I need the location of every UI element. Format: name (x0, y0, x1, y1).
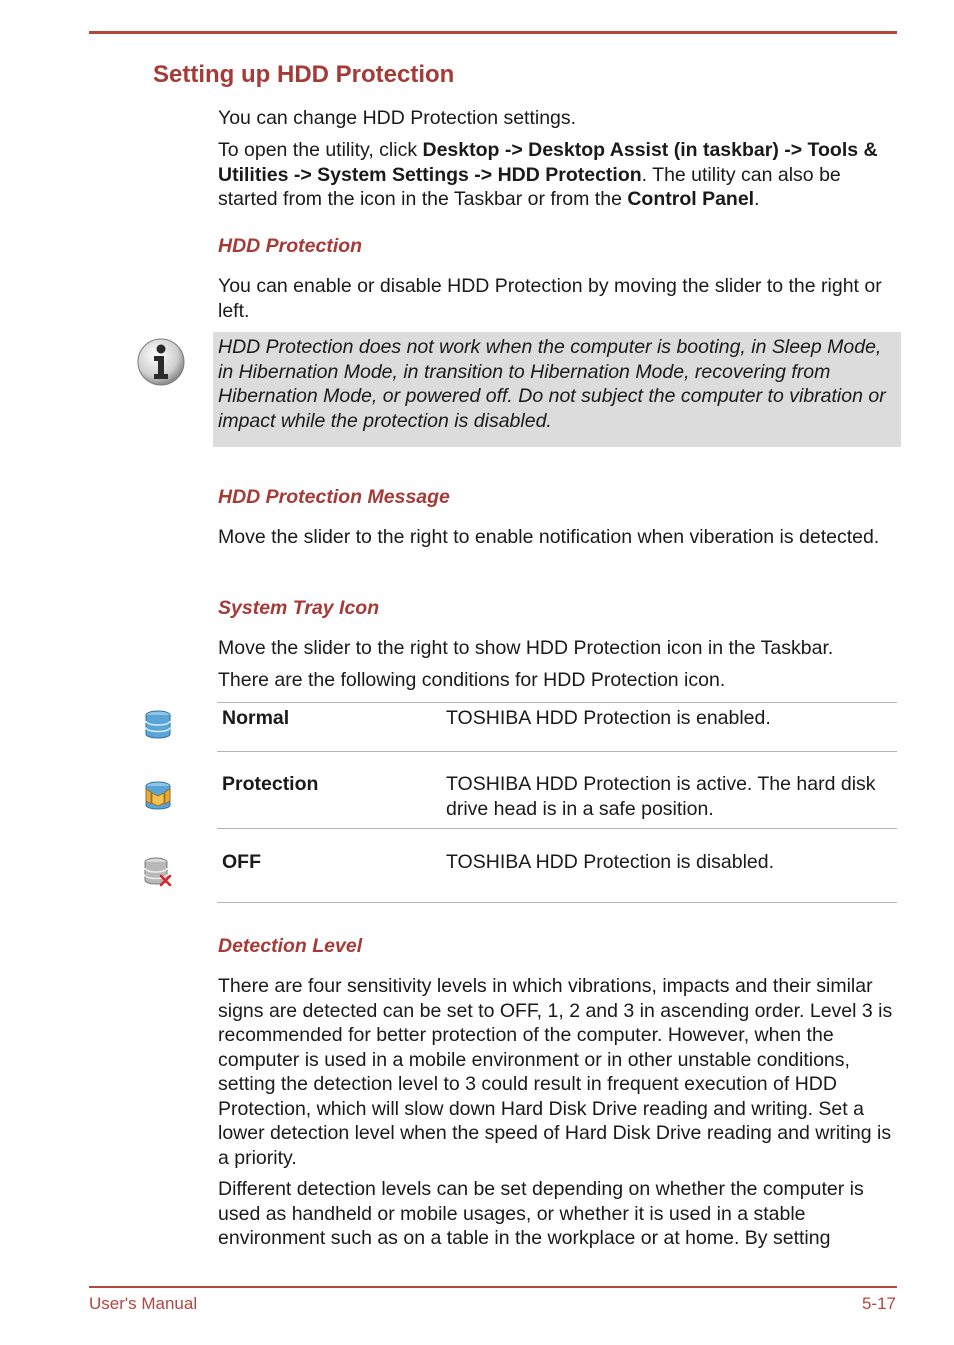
status-desc-normal: TOSHIBA HDD Protection is enabled. (446, 707, 771, 729)
message-paragraph: Move the slider to the right to enable notification when viberation is detected. (218, 526, 880, 548)
footer-page-number: 5-17 (861, 1294, 896, 1313)
status-desc-protection: TOSHIBA HDD Protection is active. The hard disk drive head is in a safe position. (446, 773, 876, 820)
detection-level-heading: Detection Level (218, 935, 363, 957)
detection-level-paragraph-2: Different detection levels can be set depending on whether the computer is used as handheld or mobile usages, or whether it is used in a stable environment such as on a table in the workplace or at home. By setting (218, 1178, 864, 1249)
open-utility-paragraph (218, 138, 898, 212)
footer-rule (89, 1286, 897, 1288)
message-heading: HDD Protection Message (218, 486, 450, 508)
table-divider (217, 902, 897, 903)
header-rule (89, 31, 897, 34)
table-divider (217, 751, 897, 752)
menu-path: Desktop -> Desktop Assist (in taskbar) -> Tools & Utilities -> System Settings -> HDD Protection (218, 139, 878, 186)
tray-icon-heading: System Tray Icon (218, 597, 380, 619)
note-box (213, 332, 901, 447)
status-term-normal: Normal (222, 707, 290, 729)
open-utility-middle: . The utility can also be started from the icon in the Taskbar or from the (218, 163, 841, 210)
hdd-protection-paragraph: You can enable or disable HDD Protection by moving the slider to the right or left. (218, 275, 882, 322)
tray-icon-paragraph-2: There are the following conditions for HDD Protection icon. (218, 669, 726, 691)
intro-paragraph: You can change HDD Protection settings. (218, 107, 577, 129)
tray-icon-paragraph-1: Move the slider to the right to show HDD Protection icon in the Taskbar. (218, 637, 834, 659)
hdd-off-icon (142, 855, 174, 887)
hdd-protection-icon (142, 779, 174, 811)
control-panel-label: Control Panel (627, 188, 755, 210)
open-utility-prefix: To open the utility, click (218, 139, 423, 161)
status-desc-off: TOSHIBA HDD Protection is disabled. (446, 851, 775, 873)
footer-manual-title: User's Manual (89, 1294, 198, 1313)
table-divider (217, 828, 897, 829)
section-title: Setting up HDD Protection (153, 61, 455, 88)
hdd-protection-heading: HDD Protection (218, 235, 363, 257)
note-text: HDD Protection does not work when the computer is booting, in Sleep Mode, in Hibernation Mode, in transition to Hibernation Mode, recovering from Hibernation Mode, or powered off. Do not subject the computer to vibration or impact while the protection is disabled. (218, 336, 886, 432)
open-utility-suffix: . (754, 188, 760, 210)
table-divider (217, 702, 897, 703)
info-icon (136, 337, 186, 387)
status-term-protection: Protection (222, 773, 319, 795)
detection-level-paragraph-1: There are four sensitivity levels in which vibrations, impacts and their similar signs are detected can be set to OFF, 1, 2 and 3 in ascending order. Level 3 is recommended for better protection of the computer. However, when the computer is used in a mobile environment or in other unstable conditions, setting the detection level to 3 could result in frequent execution of HDD Protection, which will slow down Hard Disk Drive reading and writing. Set a lower detection level when the speed of Hard Disk Drive reading and writing is a priority. (218, 975, 893, 1169)
hdd-normal-icon (142, 708, 174, 740)
status-term-off: OFF (222, 851, 261, 873)
